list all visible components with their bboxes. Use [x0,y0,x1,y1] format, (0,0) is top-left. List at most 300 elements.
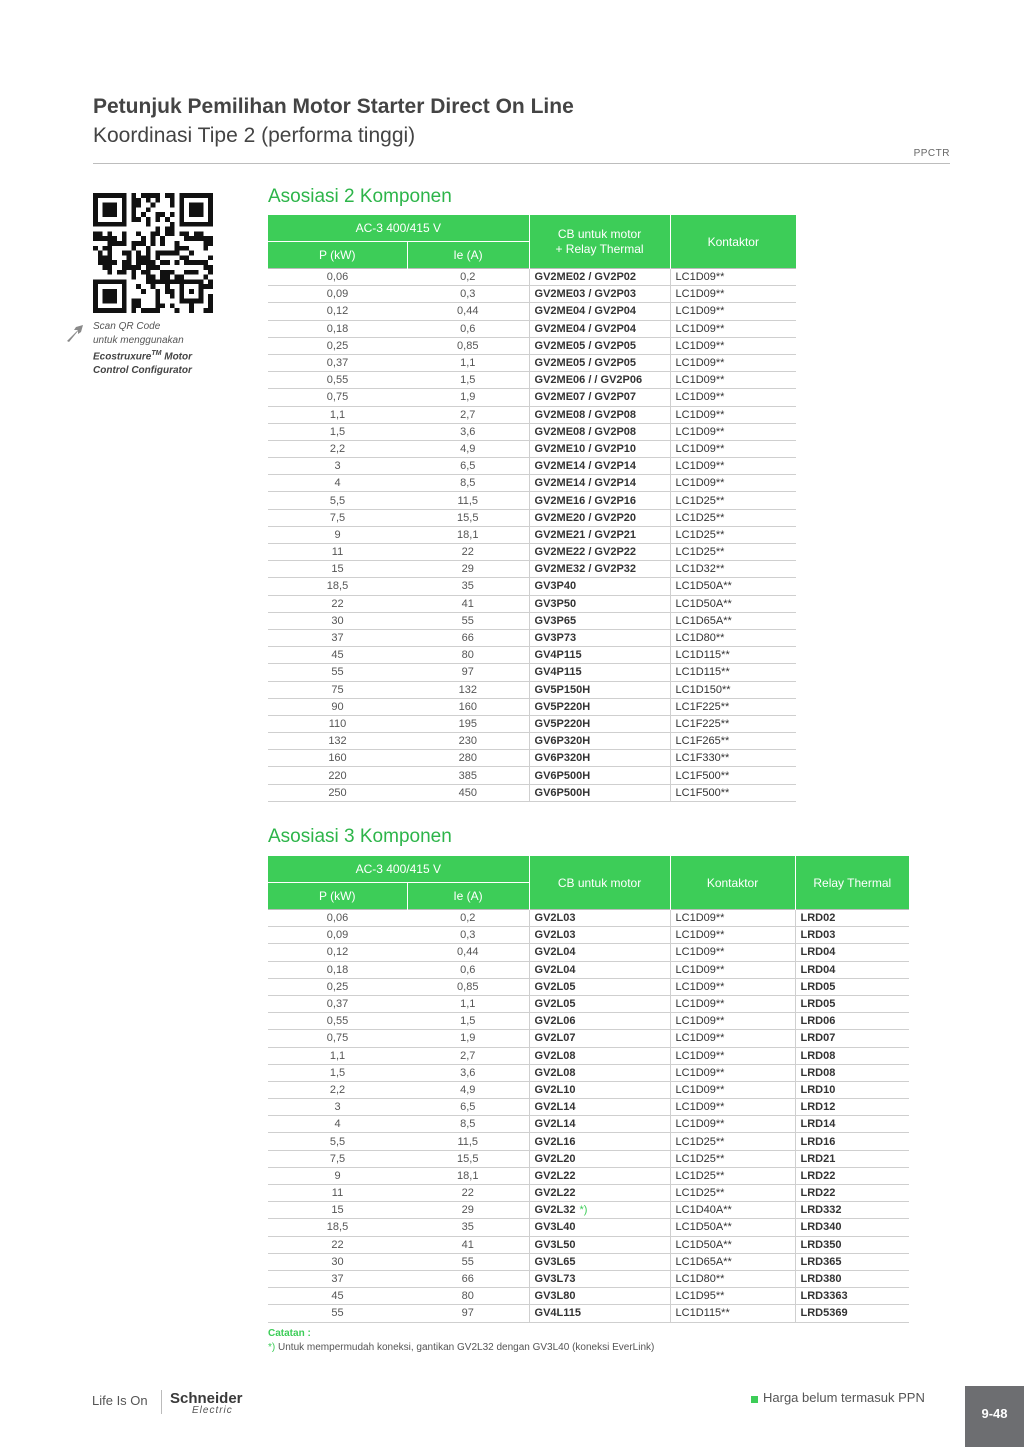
brand-logo-sub: Electric [192,1405,233,1416]
selection-table-2-component [268,215,796,802]
table-row [268,629,796,646]
table-row [268,1219,909,1236]
cell-cb: GV2ME14 / GV2P14 [529,475,670,492]
table-row [268,612,796,629]
table-row [268,372,796,389]
cell-current: 0,44 [407,303,529,320]
cell-cb [529,927,670,944]
cell-power: 18,5 [268,578,407,595]
note-marker: *) [579,1204,588,1217]
cell-kontaktor: LC1F330** [670,750,796,767]
cell-cb: GV3P73 [529,629,670,646]
cell-current: 15,5 [407,1150,529,1167]
cell-kontaktor: LC1D09** [670,303,796,320]
cell-current: 29 [407,1202,529,1219]
cb-reference: GV2L22 [534,1169,576,1182]
cell-relay: LRD02 [795,910,909,927]
cell-current: 97 [407,664,529,681]
cell-power: 9 [268,526,407,543]
cell-kontaktor: LC1D80** [670,629,796,646]
cell-power: 0,55 [268,372,407,389]
cell-kontaktor: LC1D80** [670,1270,795,1287]
table-row [268,1150,909,1167]
cell-cb: GV2ME20 / GV2P20 [529,509,670,526]
page-number: 9-48 [965,1386,1024,1447]
cell-kontaktor: LC1D150** [670,681,796,698]
cb-reference: GV2L04 [534,946,576,959]
cell-power: 75 [268,681,407,698]
table-row [268,927,909,944]
brand-divider [161,1390,162,1414]
cell-current: 0,2 [407,910,529,927]
cell-power: 18,5 [268,1219,407,1236]
table-row [268,389,796,406]
cell-power: 0,25 [268,337,407,354]
cell-cb: GV3P50 [529,595,670,612]
cell-cb: GV4P115 [529,647,670,664]
cell-current: 3,6 [407,1064,529,1081]
cell-cb [529,1202,670,1219]
cell-cb: GV2ME02 / GV2P02 [529,269,670,286]
table-row [268,1202,909,1219]
cell-cb: GV2ME16 / GV2P16 [529,492,670,509]
cb-reference: GV2L03 [534,912,576,925]
cell-kontaktor: LC1D09** [670,1013,795,1030]
table-row [268,698,796,715]
cb-reference: GV2L16 [534,1135,576,1148]
qr-caption-product: Ecostruxure™ Motor [93,350,193,363]
cell-relay: LRD22 [795,1185,909,1202]
cb-reference: GV3L50 [534,1238,576,1251]
cell-relay: LRD5369 [795,1305,909,1322]
cell-kontaktor: LC1D09** [670,1030,795,1047]
cell-power: 160 [268,750,407,767]
cell-relay: LRD10 [795,1081,909,1098]
column-header-relay: Relay Thermal [795,856,909,910]
cell-kontaktor: LC1F500** [670,767,796,784]
cell-kontaktor: LC1D09** [670,423,796,440]
cell-cb: GV6P500H [529,784,670,801]
table-row [268,664,796,681]
cell-power: 0,75 [268,389,407,406]
cell-kontaktor: LC1D09** [670,320,796,337]
cell-cb [529,1305,670,1322]
cell-current: 66 [407,629,529,646]
cell-cb [529,944,670,961]
cell-current: 80 [407,1288,529,1305]
note-body: Untuk mempermudah koneksi, gantikan GV2L32 dengan GV3L40 (koneksi EverLink) [275,1342,655,1353]
qr-caption [93,320,223,378]
column-group-header: AC-3 400/415 V [268,856,529,883]
table-row [268,1305,909,1322]
cell-current: 22 [407,544,529,561]
cell-cb: GV3P65 [529,612,670,629]
cell-kontaktor: LC1D09** [670,269,796,286]
cb-reference: GV2L08 [534,1066,576,1079]
cb-reference: GV2L05 [534,998,576,1011]
cell-current: 450 [407,784,529,801]
cell-kontaktor: LC1D25** [670,1133,795,1150]
cell-current: 8,5 [407,1116,529,1133]
cell-cb [529,1253,670,1270]
cell-power: 220 [268,767,407,784]
cell-power: 0,55 [268,1013,407,1030]
cell-power: 37 [268,1270,407,1287]
cell-cb: GV6P320H [529,750,670,767]
table-row [268,475,796,492]
cell-cb [529,961,670,978]
table-row [268,910,909,927]
cell-cb: GV3P40 [529,578,670,595]
note-marker: *) [268,1342,276,1353]
column-group-header: AC-3 400/415 V [268,215,529,242]
cell-cb: GV2ME04 / GV2P04 [529,303,670,320]
cb-reference: GV2L32 [534,1204,576,1217]
cell-current: 8,5 [407,475,529,492]
cell-current: 0,2 [407,269,529,286]
cell-cb: GV2ME07 / GV2P07 [529,389,670,406]
cell-kontaktor: LC1D09** [670,961,795,978]
cell-kontaktor: LC1D09** [670,1064,795,1081]
cell-kontaktor: LC1F225** [670,715,796,732]
cell-relay: LRD14 [795,1116,909,1133]
cell-kontaktor: LC1F500** [670,784,796,801]
cell-kontaktor: LC1D09** [670,475,796,492]
table-row [268,767,796,784]
column-header-current: Ie (A) [407,242,529,269]
column-header-cb: CB untuk motor + Relay Thermal [529,215,670,269]
cell-kontaktor: LC1D09** [670,440,796,457]
cell-relay: LRD380 [795,1270,909,1287]
cb-reference: GV2L07 [534,1032,576,1045]
cell-power: 0,12 [268,944,407,961]
table-row [268,354,796,371]
cell-power: 45 [268,1288,407,1305]
cell-cb: GV2ME21 / GV2P21 [529,526,670,543]
cell-current: 385 [407,767,529,784]
table-row [268,406,796,423]
cell-relay: LRD03 [795,927,909,944]
cell-kontaktor: LC1D25** [670,492,796,509]
cell-current: 41 [407,1236,529,1253]
cell-kontaktor: LC1D32** [670,561,796,578]
cb-reference: GV2L06 [534,1015,576,1028]
cell-cb [529,1150,670,1167]
cell-current: 230 [407,733,529,750]
cell-current: 0,6 [407,320,529,337]
cell-current: 11,5 [407,1133,529,1150]
cell-cb: GV6P320H [529,733,670,750]
table-row [268,1099,909,1116]
table-row [268,944,909,961]
notes-text [268,1342,654,1353]
cell-power: 1,5 [268,1064,407,1081]
cell-kontaktor: LC1D09** [670,406,796,423]
qr-caption-line: untuk menggunakan [93,334,184,346]
cell-current: 15,5 [407,509,529,526]
cell-power: 250 [268,784,407,801]
cell-kontaktor: LC1D115** [670,664,796,681]
cell-power: 30 [268,612,407,629]
table-row [268,320,796,337]
cell-kontaktor: LC1F225** [670,698,796,715]
cell-current: 280 [407,750,529,767]
cell-power: 2,2 [268,440,407,457]
table-row [268,544,796,561]
cell-current: 0,3 [407,927,529,944]
cell-kontaktor: LC1D09** [670,1116,795,1133]
cb-reference: GV2L03 [534,929,576,942]
cell-kontaktor: LC1D09** [670,458,796,475]
cell-current: 0,3 [407,286,529,303]
table-row [268,1270,909,1287]
cell-kontaktor: LC1D25** [670,1185,795,1202]
cell-power: 11 [268,1185,407,1202]
table-row [268,1030,909,1047]
cell-power: 1,5 [268,423,407,440]
cell-power: 0,06 [268,910,407,927]
cell-cb: GV2ME08 / GV2P08 [529,423,670,440]
page-title: Petunjuk Pemilihan Motor Starter Direct On Line [93,95,574,118]
table-row [268,337,796,354]
cell-power: 5,5 [268,1133,407,1150]
cell-current: 3,6 [407,423,529,440]
cb-reference: GV2L08 [534,1049,576,1062]
cell-current: 1,9 [407,389,529,406]
cell-power: 0,09 [268,286,407,303]
cell-relay: LRD05 [795,978,909,995]
cell-current: 4,9 [407,440,529,457]
cell-current: 35 [407,1219,529,1236]
cell-relay: LRD21 [795,1150,909,1167]
cell-current: 1,1 [407,995,529,1012]
qr-code-icon[interactable] [93,193,213,313]
table-row [268,978,909,995]
cell-cb [529,1013,670,1030]
cb-reference: GV2L22 [534,1187,576,1200]
cell-current: 66 [407,1270,529,1287]
cell-power: 4 [268,475,407,492]
cell-power: 45 [268,647,407,664]
qr-caption-line: Scan QR Code [93,321,161,332]
column-header-power: P (kW) [268,883,407,910]
cell-cb: GV2ME22 / GV2P22 [529,544,670,561]
cell-power: 1,1 [268,1047,407,1064]
table-row [268,1253,909,1270]
cell-relay: LRD06 [795,1013,909,1030]
cell-cb: GV5P220H [529,698,670,715]
table-row [268,526,796,543]
table-row [268,458,796,475]
cell-relay: LRD05 [795,995,909,1012]
cell-cb: GV2ME05 / GV2P05 [529,354,670,371]
cell-current: 2,7 [407,406,529,423]
cell-current: 80 [407,647,529,664]
cell-cb: GV2ME08 / GV2P08 [529,406,670,423]
cell-cb: GV2ME10 / GV2P10 [529,440,670,457]
cell-cb [529,1047,670,1064]
table-row [268,492,796,509]
price-note: Harga belum termasuk PPN [763,1390,925,1405]
cell-relay: LRD332 [795,1202,909,1219]
cell-kontaktor: LC1D25** [670,526,796,543]
cell-current: 0,44 [407,944,529,961]
notes-title: Catatan : [268,1328,311,1339]
cell-cb [529,1167,670,1184]
cell-power: 4 [268,1116,407,1133]
cell-power: 0,12 [268,303,407,320]
column-header-power: P (kW) [268,242,407,269]
cell-power: 37 [268,629,407,646]
cell-kontaktor: LC1D09** [670,995,795,1012]
cell-cb [529,1185,670,1202]
cb-reference: GV2L10 [534,1083,576,1096]
cell-kontaktor: LC1D09** [670,1099,795,1116]
cell-power: 0,06 [268,269,407,286]
cell-power: 3 [268,1099,407,1116]
table-row [268,286,796,303]
table-row [268,995,909,1012]
cell-power: 0,18 [268,961,407,978]
cell-cb [529,1219,670,1236]
cell-power: 0,25 [268,978,407,995]
cell-power: 90 [268,698,407,715]
table-row [268,423,796,440]
bullet-icon [751,1396,758,1403]
cell-kontaktor: LC1D115** [670,647,796,664]
table-row [268,647,796,664]
header-divider [93,163,950,164]
cell-power: 132 [268,733,407,750]
cb-reference: GV2L14 [534,1118,576,1131]
cell-kontaktor: LC1D09** [670,286,796,303]
cell-relay: LRD350 [795,1236,909,1253]
cell-current: 29 [407,561,529,578]
cell-power: 22 [268,595,407,612]
cell-cb [529,1030,670,1047]
cell-power: 110 [268,715,407,732]
cell-cb [529,1270,670,1287]
cell-power: 15 [268,1202,407,1219]
cell-power: 5,5 [268,492,407,509]
cell-power: 15 [268,561,407,578]
cell-current: 1,1 [407,354,529,371]
cell-power: 9 [268,1167,407,1184]
cell-cb: GV2ME04 / GV2P04 [529,320,670,337]
cell-power: 0,37 [268,995,407,1012]
cell-kontaktor: LC1D09** [670,354,796,371]
cell-relay: LRD04 [795,944,909,961]
cell-current: 195 [407,715,529,732]
arrow-icon [64,322,86,344]
cell-relay: LRD08 [795,1047,909,1064]
table-row [268,1013,909,1030]
cell-power: 1,1 [268,406,407,423]
cell-power: 3 [268,458,407,475]
cell-current: 97 [407,1305,529,1322]
document-code: PPCTR [913,148,950,159]
cell-cb [529,1116,670,1133]
cell-power: 55 [268,664,407,681]
cell-kontaktor: LC1D25** [670,509,796,526]
cell-cb [529,1081,670,1098]
cell-kontaktor: LC1D50A** [670,1236,795,1253]
cb-reference: GV3L40 [534,1221,576,1234]
cell-current: 41 [407,595,529,612]
column-header-kontaktor: Kontaktor [670,856,795,910]
table-row [268,1167,909,1184]
cell-cb [529,910,670,927]
cell-relay: LRD3363 [795,1288,909,1305]
cb-reference: GV3L65 [534,1255,576,1268]
table-row [268,1185,909,1202]
cell-cb: GV2ME03 / GV2P03 [529,286,670,303]
section-title: Asosiasi 3 Komponen [268,826,452,847]
cell-power: 0,18 [268,320,407,337]
table-row [268,784,796,801]
cell-kontaktor: LC1D95** [670,1288,795,1305]
cell-kontaktor: LC1D09** [670,1047,795,1064]
cell-power: 30 [268,1253,407,1270]
cell-cb [529,995,670,1012]
cell-power: 0,09 [268,927,407,944]
cell-relay: LRD16 [795,1133,909,1150]
cb-reference: GV2L04 [534,963,576,976]
cell-cb [529,1133,670,1150]
table-row [268,509,796,526]
cell-cb [529,1236,670,1253]
cell-kontaktor: LC1D09** [670,927,795,944]
cell-current: 22 [407,1185,529,1202]
cb-reference: GV2L20 [534,1152,576,1165]
table-row [268,1047,909,1064]
cell-current: 0,85 [407,337,529,354]
cell-current: 1,5 [407,372,529,389]
cell-kontaktor: LC1D65A** [670,1253,795,1270]
column-header-kontaktor: Kontaktor [670,215,796,269]
cell-kontaktor: LC1D50A** [670,595,796,612]
table-row [268,1288,909,1305]
cell-current: 0,6 [407,961,529,978]
cell-relay: LRD22 [795,1167,909,1184]
cell-current: 35 [407,578,529,595]
cell-kontaktor: LC1D25** [670,544,796,561]
selection-table-3-component [268,856,909,1323]
cb-reference: GV3L80 [534,1290,576,1303]
cell-current: 160 [407,698,529,715]
cell-cb [529,978,670,995]
table-row [268,1081,909,1098]
cell-current: 6,5 [407,458,529,475]
cell-kontaktor: LC1D65A** [670,612,796,629]
table-row [268,269,796,286]
cell-kontaktor: LC1D09** [670,1081,795,1098]
table-row [268,1133,909,1150]
cell-current: 2,7 [407,1047,529,1064]
cell-kontaktor: LC1D50A** [670,578,796,595]
cell-current: 55 [407,1253,529,1270]
cell-current: 55 [407,612,529,629]
cb-reference: GV2L05 [534,980,576,993]
cell-cb: GV4P115 [529,664,670,681]
cell-current: 6,5 [407,1099,529,1116]
cell-kontaktor: LC1D09** [670,337,796,354]
cell-cb: GV2ME32 / GV2P32 [529,561,670,578]
cb-reference: GV2L14 [534,1101,576,1114]
page-subtitle: Koordinasi Tipe 2 (performa tinggi) [93,124,416,147]
cell-power: 22 [268,1236,407,1253]
cell-current: 4,9 [407,1081,529,1098]
